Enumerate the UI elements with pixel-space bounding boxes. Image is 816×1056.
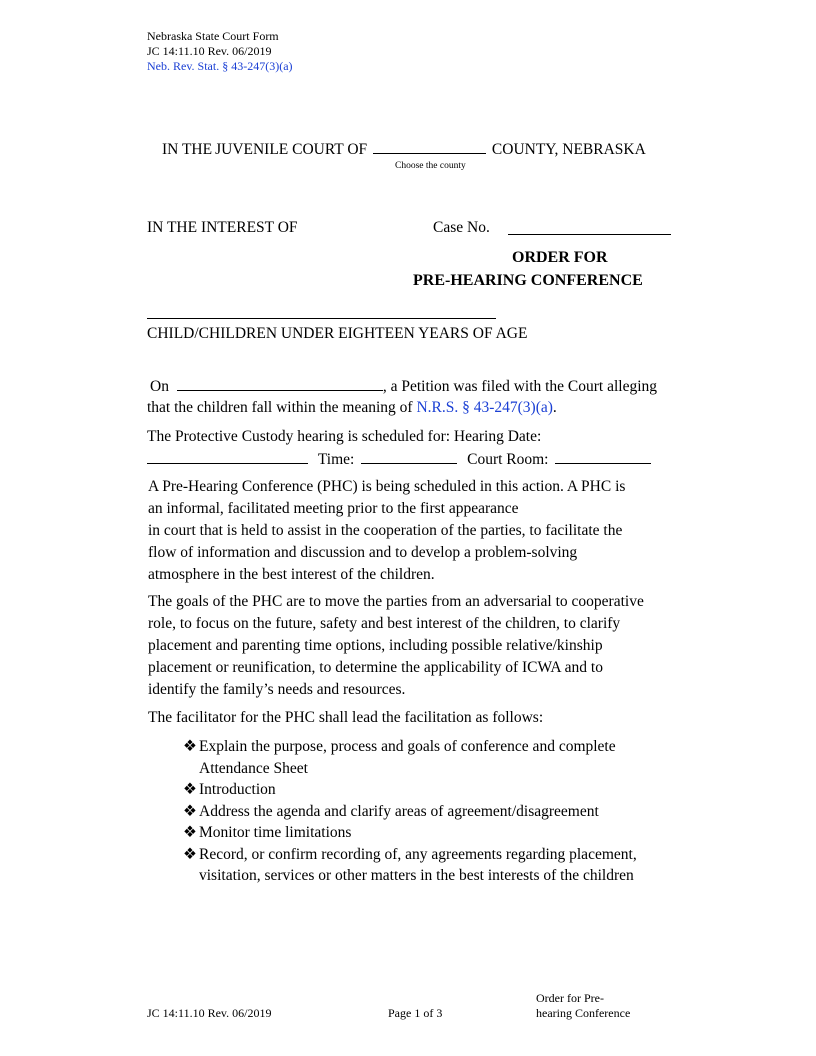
county-hint: Choose the county — [395, 161, 466, 171]
facilitator-line: The facilitator for the PHC shall lead the facilitation as follows: — [148, 709, 544, 726]
footer-title-1: Order for Pre- — [536, 991, 604, 1005]
phc-line: in court that is held to assist in the cooperation of the parties, to facilitate the — [148, 522, 623, 539]
petition-date-field[interactable] — [177, 375, 383, 391]
order-title-1: ORDER FOR — [512, 249, 608, 266]
list-item-text: Address the agenda and clarify areas of agreement/disagreement — [199, 802, 599, 820]
court-prefix: IN THE — [162, 141, 213, 158]
goals-line: placement or reunification, to determine the applicability of ICWA and to — [148, 659, 603, 676]
petition-line-2-prefix: that the children fall within the meaning of — [147, 399, 413, 416]
on-label: On — [150, 378, 169, 395]
footer-form-id: JC 14:11.10 Rev. 06/2019 — [147, 1006, 272, 1020]
facilitation-list — [183, 736, 637, 887]
list-item — [183, 844, 637, 887]
nrs-statute-link[interactable]: N.R.S. § 43-247(3)(a) — [416, 399, 553, 416]
list-item-text: Record, or confirm recording of, any agreements regarding placement, — [199, 845, 637, 863]
diamond-bullet-icon: ❖ — [183, 781, 197, 798]
form-id: JC 14:11.10 Rev. 06/2019 — [147, 44, 272, 58]
time-field[interactable] — [361, 448, 457, 464]
diamond-bullet-icon: ❖ — [183, 824, 197, 841]
list-item-text: Introduction — [199, 781, 276, 798]
goals-line: The goals of the PHC are to move the parties from an adversarial to cooperative — [148, 593, 644, 610]
list-item — [183, 801, 637, 823]
goals-paragraph — [148, 591, 678, 701]
diamond-bullet-icon: ❖ — [183, 845, 197, 863]
interest-of-label: IN THE INTEREST OF — [147, 219, 298, 236]
petition-sentence: , a Petition was filed with the Court alleging — [382, 378, 658, 395]
county-field[interactable] — [373, 138, 486, 154]
case-no-field[interactable] — [508, 218, 671, 235]
list-item-continuation: visitation, services or other matters in the best interests of the children — [199, 867, 634, 884]
statute-link[interactable]: Neb. Rev. Stat. § 43-247(3)(a) — [147, 59, 293, 73]
list-item-text: Monitor time limitations — [199, 824, 352, 841]
facilitator-intro — [148, 707, 678, 729]
court-type-select[interactable]: JUVENILE COURT OF — [215, 141, 368, 158]
phc-line: atmosphere in the best interest of the children. — [148, 566, 435, 583]
period: . — [552, 399, 557, 416]
children-label: CHILD/CHILDREN UNDER EIGHTEEN YEARS OF AGE — [147, 325, 528, 342]
court-room-label: Court Room: — [467, 451, 549, 468]
phc-line: flow of information and discussion and to develop a problem-solving — [148, 544, 578, 561]
footer-title-2: hearing Conference — [536, 1006, 631, 1020]
phc-line: an informal, facilitated meeting prior to the first appearance — [148, 500, 519, 517]
diamond-bullet-icon: ❖ — [183, 802, 197, 820]
page-number: Page 1 of 3 — [388, 1006, 443, 1020]
hearing-date-field[interactable] — [147, 448, 308, 464]
list-item — [183, 779, 637, 801]
list-item — [183, 736, 637, 779]
petition-line-2 — [147, 397, 557, 419]
list-item-text: Explain the purpose, process and goals of conference and complete — [199, 738, 616, 755]
hearing-fields — [147, 448, 651, 471]
court-room-field[interactable] — [555, 448, 651, 464]
hearing-intro: The Protective Custody hearing is scheduled for: Hearing Date: — [147, 428, 542, 445]
court-suffix: COUNTY, NEBRASKA — [491, 141, 646, 158]
order-title-2: PRE-HEARING CONFERENCE — [413, 272, 643, 289]
goals-line: placement and parenting time options, including possible relative/kinship — [148, 637, 603, 654]
list-item — [183, 822, 637, 844]
petition-line-1 — [150, 375, 657, 398]
phc-description — [148, 476, 678, 586]
time-label: Time: — [317, 451, 355, 468]
court-line — [162, 138, 646, 161]
diamond-bullet-icon: ❖ — [183, 738, 197, 755]
phc-line: A Pre-Hearing Conference (PHC) is being scheduled in this action. A PHC is — [148, 478, 626, 495]
case-no-label: Case No. — [433, 219, 490, 236]
goals-line: role, to focus on the future, safety and best interest of the children, to clarify — [148, 615, 621, 632]
list-item-continuation: Attendance Sheet — [199, 759, 308, 777]
form-name: Nebraska State Court Form — [147, 29, 279, 43]
child-name-field[interactable] — [147, 318, 496, 319]
goals-line: identify the family’s needs and resources. — [148, 681, 406, 698]
